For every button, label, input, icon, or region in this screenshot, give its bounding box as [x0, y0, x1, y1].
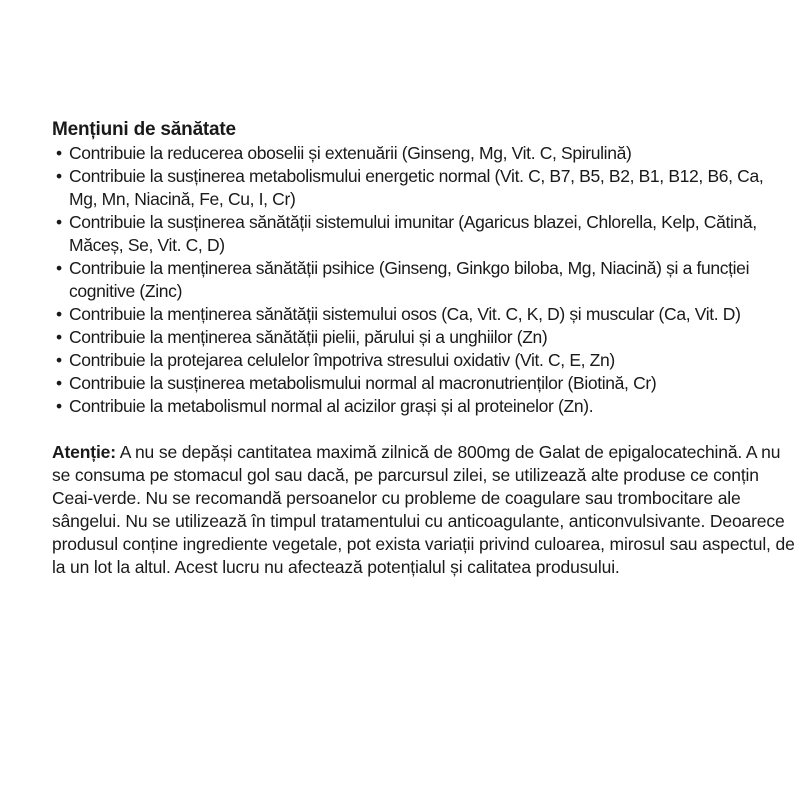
bullet-icon: •: [56, 396, 62, 416]
health-claims-title: Mențiuni de sănătate: [52, 119, 236, 140]
bullet-icon: •: [56, 143, 62, 163]
claim-text: Contribuie la menținerea sănătății pielii, părului și a unghiilor (Zn): [69, 327, 548, 347]
bullet-icon: •: [56, 350, 62, 370]
bullet-icon: •: [56, 212, 62, 232]
claim-text: Contribuie la protejarea celulelor împotriva stresului oxidativ (Vit. C, E, Zn): [69, 350, 615, 370]
list-item: [52, 303, 792, 326]
claim-text: Contribuie la menținerea sănătății sistemului osos (Ca, Vit. C, K, D) și muscular (Ca, Vit. D): [69, 304, 741, 324]
warning-label: Atenție:: [52, 442, 116, 462]
list-item: [52, 165, 792, 211]
bullet-icon: •: [56, 373, 62, 393]
claim-text: Contribuie la susținerea sănătății sistemului imunitar (Agaricus blazei, Chlorella, Kelp, Cătină, Măceș, Se, Vit. C, D): [69, 212, 757, 255]
list-item: [52, 395, 792, 418]
warning-text: A nu se depăși cantitatea maximă zilnică de 800mg de Galat de epigalocatechină. A nu se consuma pe stomacul gol sau dacă, pe parcursul zilei, se utilizează alte produse ce conțin Ceai-verde. Nu se recomandă persoanelor cu probleme de coagulare sau trombocitare ale sângelui. Nu se utilizează în timpul tratamentului cu anticoagulante, anticonvulsivante. Deoarece produsul conține ingrediente vegetale, pot exista variații privind culoarea, mirosul sau aspectul, de la un lot la altul. Acest lucru nu afectează potențialul și calitatea produsului.: [52, 442, 795, 577]
claim-text: Contribuie la susținerea metabolismului energetic normal (Vit. C, B7, B5, B2, B1, B12, B6, Ca, Mg, Mn, Niacină, Fe, Cu, I, Cr): [69, 166, 764, 209]
list-item: [52, 142, 792, 165]
claim-text: Contribuie la menținerea sănătății psihice (Ginseng, Ginkgo biloba, Mg, Niacină) și a funcției cognitive (Zinc): [69, 258, 750, 301]
list-item: [52, 211, 792, 257]
health-claims-list: [52, 142, 792, 418]
claim-text: Contribuie la reducerea oboselii și extenuării (Ginseng, Mg, Vit. C, Spirulină): [69, 143, 632, 163]
claim-text: Contribuie la metabolismul normal al acizilor grași și al proteinelor (Zn).: [69, 396, 594, 416]
list-item: [52, 349, 792, 372]
bullet-icon: •: [56, 258, 62, 278]
list-item: [52, 326, 792, 349]
bullet-icon: •: [56, 327, 62, 347]
warning-paragraph: [52, 441, 797, 579]
product-label-text: [52, 118, 795, 597]
list-item: [52, 257, 792, 303]
list-item: [52, 372, 792, 395]
claim-text: Contribuie la susținerea metabolismului normal al macronutrienților (Biotină, Cr): [69, 373, 657, 393]
bullet-icon: •: [56, 166, 62, 186]
bullet-icon: •: [56, 304, 62, 324]
